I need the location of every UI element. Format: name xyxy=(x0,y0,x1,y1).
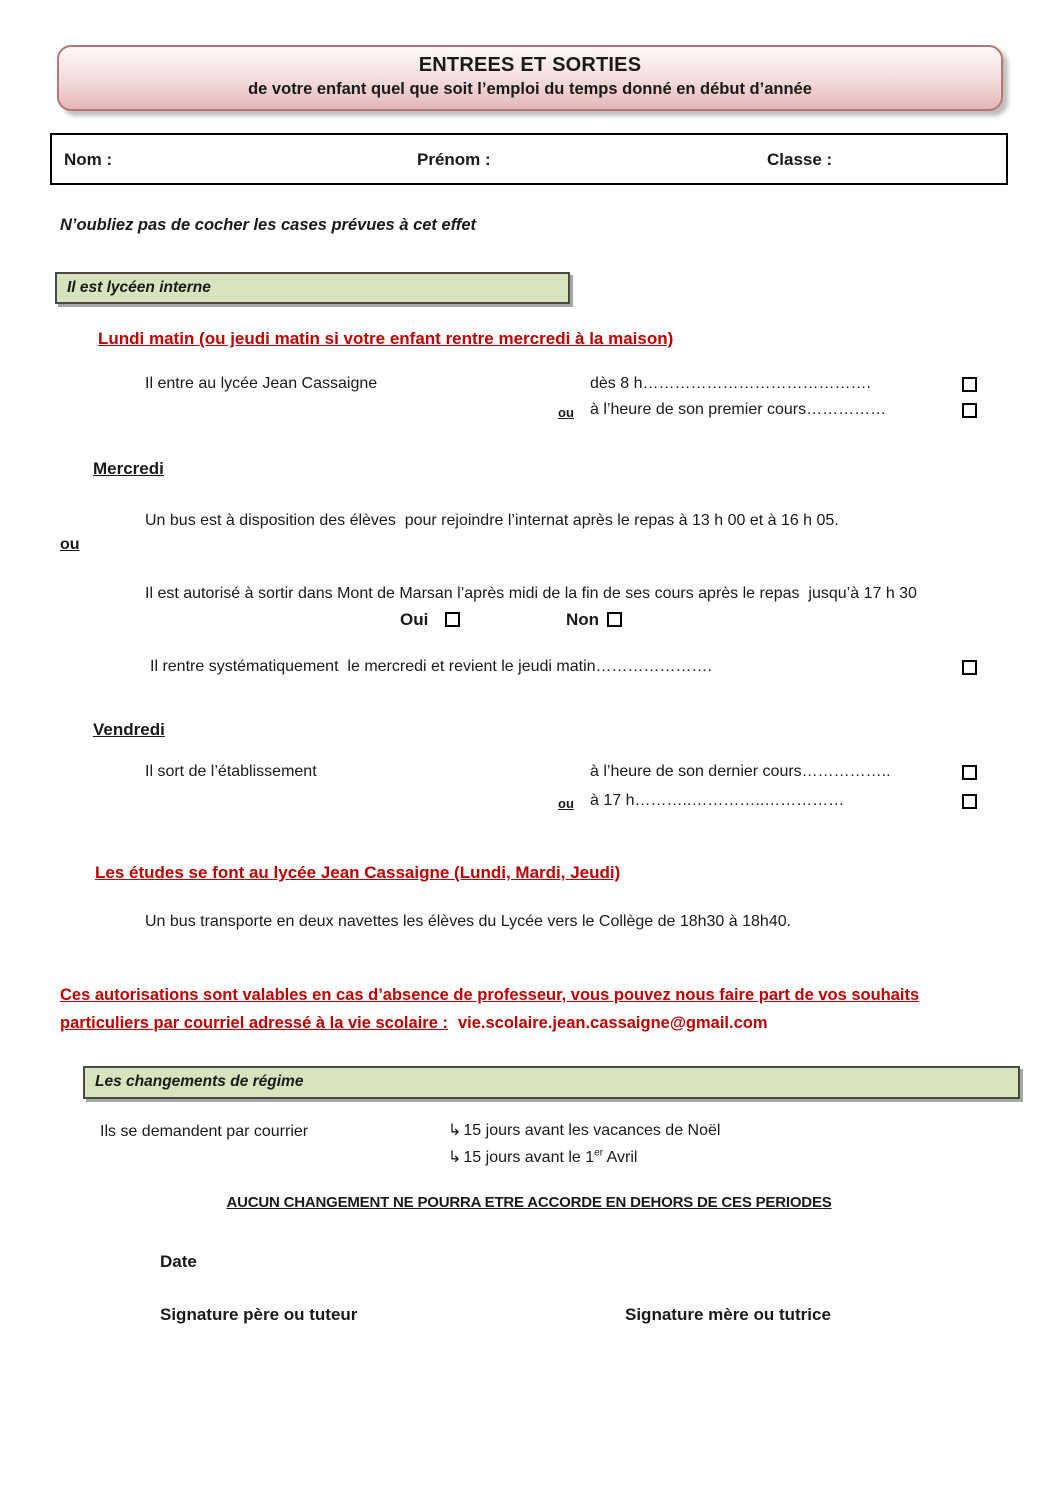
checkbox-des-8h[interactable] xyxy=(962,377,977,392)
sort-etablissement-label: Il sort de l’établissement xyxy=(145,763,317,780)
autorisations-line1: Ces autorisations sont valables en cas d’absence de professeur, vous pouvez nous faire part de vos souhaits xyxy=(60,986,920,1004)
signature-pere-label: Signature père ou tuteur xyxy=(160,1305,358,1324)
page-title: ENTREES ET SORTIES xyxy=(418,54,642,76)
nom-label: Nom : xyxy=(64,150,113,169)
bullet-avril-superscript: er xyxy=(594,1147,604,1159)
sortie-mont-de-marsan-text: Il est autorisé à sortir dans Mont de Marsan l’après midi de la fin de ses cours après le repas jusqu’à 17 h 30 xyxy=(145,585,917,602)
section-banner-regime xyxy=(83,1066,1020,1099)
ou-label-mercredi: ou xyxy=(60,536,80,553)
non-label: Non xyxy=(566,610,600,629)
bus-navettes-text: Un bus transporte en deux navettes les élèves du Lycée vers le Collège de 18h30 à 18h40. xyxy=(145,913,792,930)
bullet-noel-text: 15 jours avant les vacances de Noël xyxy=(463,1122,721,1139)
option-des-8h-label: dès 8 h……………………………………. xyxy=(590,375,871,392)
prenom-label: Prénom : xyxy=(417,150,491,169)
lundi-matin-heading: Lundi matin (ou jeudi matin si votre enfant rentre mercredi à la maison) xyxy=(98,329,674,348)
banner-regime-label: Les changements de régime xyxy=(95,1073,304,1090)
no-change-warning: AUCUN CHANGEMENT NE POURRA ETRE ACCORDE EN DEHORS DE CES PERIODES xyxy=(226,1194,832,1211)
checkbox-oui[interactable] xyxy=(445,612,460,627)
pointing-hand-icon: ↳ xyxy=(448,1122,462,1139)
checkbox-non[interactable] xyxy=(607,612,622,627)
checkbox-17h[interactable] xyxy=(962,794,977,809)
vie-scolaire-email: vie.scolaire.jean.cassaigne@gmail.com xyxy=(457,1014,768,1032)
checkbox-dernier-cours[interactable] xyxy=(962,765,977,780)
autorisations-paragraph xyxy=(60,981,950,1037)
oui-label: Oui xyxy=(400,610,429,629)
bullet-avril-prefix: 15 jours avant le 1 xyxy=(463,1149,595,1166)
option-dernier-cours-label: à l’heure de son dernier cours…………….. xyxy=(590,763,891,780)
rentre-mercredi-text: Il rentre systématiquement le mercredi et revient le jeudi matin…………………. xyxy=(150,658,712,675)
date-label: Date xyxy=(160,1252,197,1271)
check-boxes-note: N’oubliez pas de cocher les cases prévues à cet effet xyxy=(60,216,477,234)
regime-bullet-noel xyxy=(448,1120,720,1140)
etudes-heading: Les études se font au lycée Jean Cassaigne (Lundi, Mardi, Jeudi) xyxy=(95,863,621,882)
regime-intro-label: Ils se demandent par courrier xyxy=(100,1123,309,1140)
mercredi-heading: Mercredi xyxy=(93,459,164,478)
bus-internat-text: Un bus est à disposition des élèves pour rejoindre l’internat après le repas à 13 h 00 et à 16 h 05. xyxy=(145,512,839,529)
option-17h-label: à 17 h………..…………..…………… xyxy=(590,792,845,809)
section-banner-interne xyxy=(55,272,570,304)
checkbox-rentre-mercredi[interactable] xyxy=(962,660,977,675)
checkbox-premier-cours[interactable] xyxy=(962,403,977,418)
vendredi-heading: Vendredi xyxy=(93,720,165,739)
entre-lycee-label: Il entre au lycée Jean Cassaigne xyxy=(145,375,378,392)
classe-label: Classe : xyxy=(767,150,833,169)
autorisations-line2: particuliers par courriel adressé à la vie scolaire : xyxy=(60,1014,448,1032)
banner-interne-label: Il est lycéen interne xyxy=(67,279,211,296)
bullet-avril-suffix: Avril xyxy=(603,1149,638,1166)
ou-label-lundi: ou xyxy=(558,405,574,420)
option-premier-cours-label: à l’heure de son premier cours…………… xyxy=(590,401,887,418)
pointing-hand-icon: ↳ xyxy=(448,1149,462,1166)
identity-box xyxy=(50,133,1008,185)
signature-mere-label: Signature mère ou tutrice xyxy=(625,1305,831,1324)
page-subtitle: de votre enfant quel que soit l’emploi du temps donné en début d’année xyxy=(248,80,812,98)
header-banner xyxy=(57,45,1003,111)
regime-bullet-avril xyxy=(448,1147,637,1167)
ou-label-vendredi: ou xyxy=(558,796,574,811)
